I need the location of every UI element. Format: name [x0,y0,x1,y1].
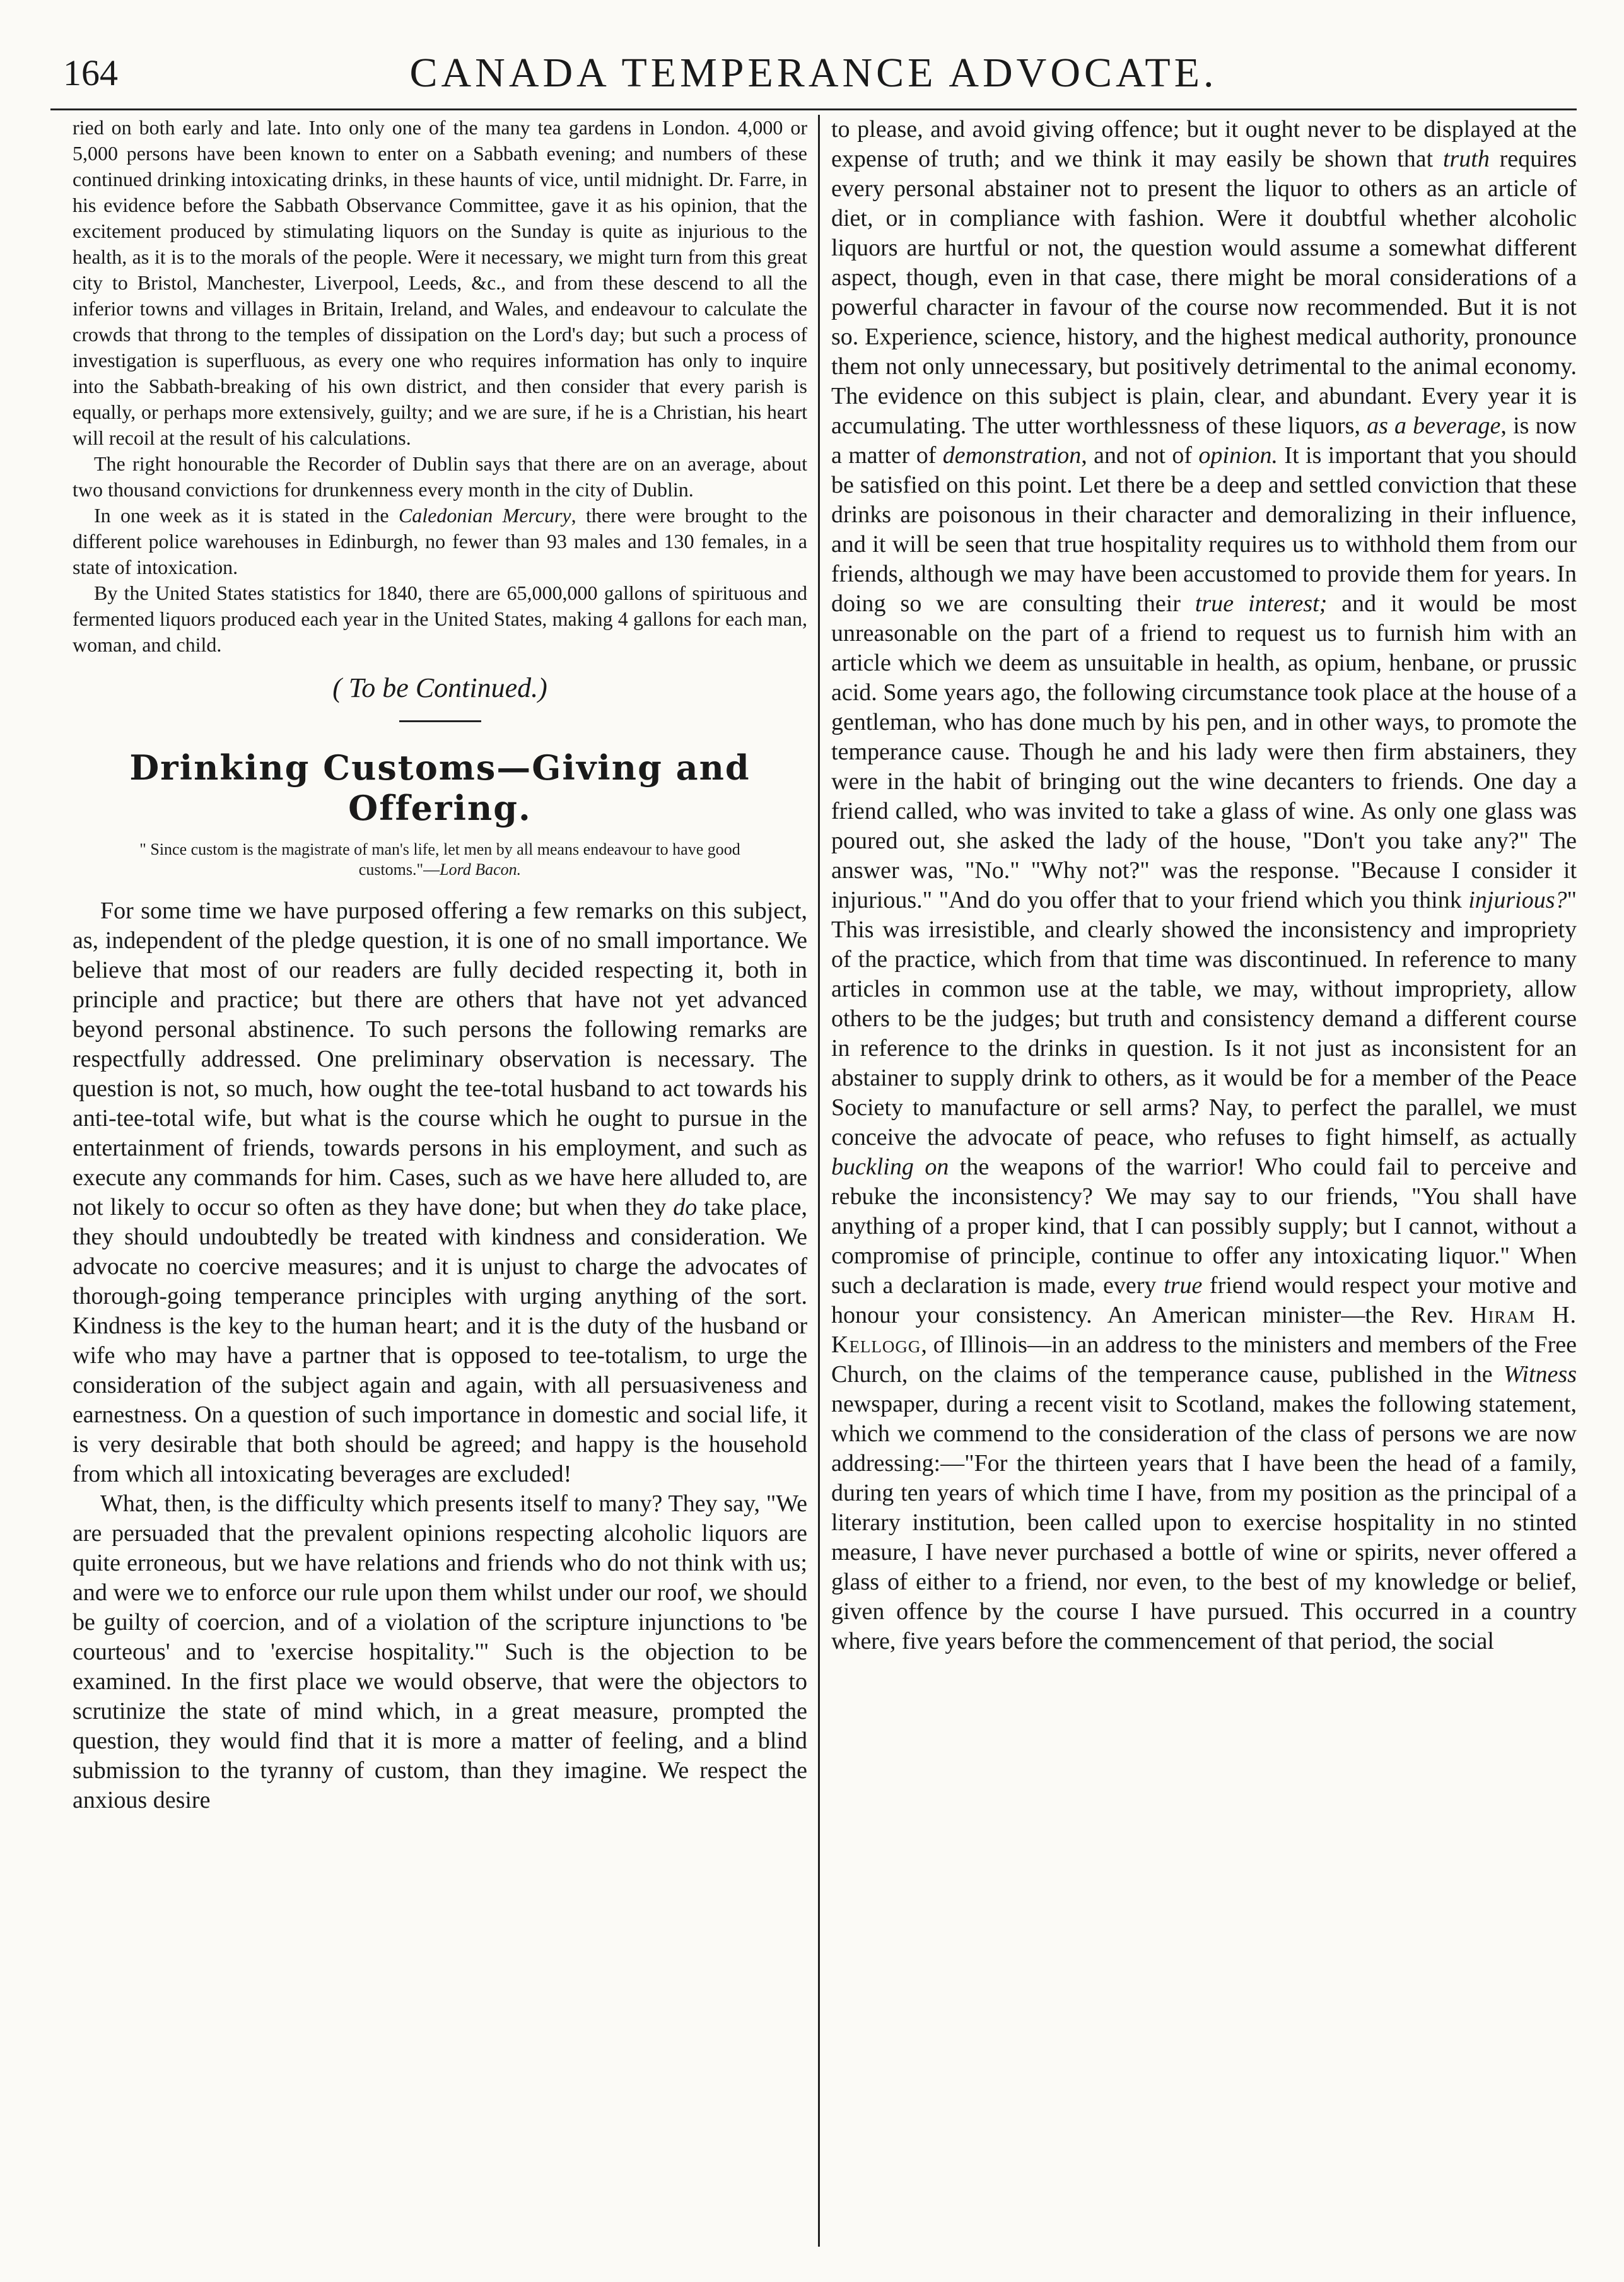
paragraph: For some time we have purposed offering a few remarks on this subject, as, independent of the pledge question, it is one of no small importance. We believe that most of our readers are fully decided respecting it, both in principle and practice; but there are others that have not yet advanced beyond personal abstinence. To such persons the following remarks are respectfully addressed. One preliminary observation is necessary. The question is not, so much, how ought the tee-total husband to act towards his anti-tee-total wife, but what is the course which he ought to pursue in the entertainment of friends, towards persons in his employment, and such as execute any commands for him. Cases, such as we have here alluded to, are not likely to occur so often as they have done; but when they do take place, they should undoubtedly be treated with kindness and consideration. We advocate no coercive measures; and it is unjust to charge the advocates of thorough-going temperance principles with urging anything of the sort. Kindness is the key to the human heart; and it is the duty of the husband or wife who may have a partner that is opposed to tee-totalism, to urge the consideration of the subject again and again, with all persuasiveness and earnestness. On a question of such importance in domestic and social life, it is very desirable that both should be agreed; and happy is the household from which all intoxicating beverages are excluded! [73,898,807,1487]
paragraph: By the United States statistics for 1840, there are 65,000,000 gallons of spirituous and fermented liquors produced each year in the United States, making 4 gallons for each man, woman, and child. [73,582,807,656]
paragraph: ried on both early and late. Into only one of the many tea gardens in London. 4,000 or 5,000 persons have been known to enter on a Sabbath evening; and numbers of these continued drinking intoxicating drinks, in these haunts of vice, until midnight. Dr. Farre, in his evidence before the Sabbath Observance Committee, gave it as his opinion, that the excitement produced by stimulating liquors on the Sunday is quite as injurious to the health, as it is to the morals of the people. Were it necessary, we might turn from this great city to Bristol, Manchester, Liverpool, Leeds, &c., and from these descend to all the inferior towns and villages in Britain, Ireland, and Wales, and endeavour to calculate the crowds that throng to the temples of dissipation on the Lord's day; but such a process of investigation is superfluous, as every one who requires information has only to inquire into the Sabbath-breaking of his own district, and then consider that every parish is equally, or perhaps more extensively, guilty; and we are sure, if he is a Christian, his heart will recoil at the result of his calculations. [73,116,807,449]
header-rule [50,108,1577,110]
column-rule [818,115,820,2247]
epigraph-attribution: Lord Bacon. [440,860,522,879]
running-head: CANADA TEMPERANCE ADVOCATE. [409,50,1218,96]
paragraph: In one week as it is stated in the Caledonian Mercury, there were brought to the different police warehouses in Edinburgh, no fewer than 93 males and 130 females, in a state of intoxication. [73,504,808,578]
section-rule [399,720,481,722]
page-header [50,38,1577,107]
paragraph: The right honourable the Recorder of Dublin says that there are on an average, about two thousand convictions for drunkenness every month in the city of Dublin. [73,452,807,501]
paragraph: to please, and avoid giving offence; but it ought never to be displayed at the expense of truth; and we think it may easily be shown that truth requires every personal abstainer not to present the liquor to others as an article of diet, or in compliance with fashion. Were it doubtful whether alcoholic liquors are hurtful or not, the question would assume a somewhat different aspect, though, even in that case, there might be moral considerations of a powerful character in favour of the course now recommended. But it is not so. Experience, science, history, and the highest medical authority, pronounce them not only unnecessary, but positively detrimental to the animal economy. The evidence on this subject is plain, clear, and abundant. Every year it is accumulating. The utter worthlessness of these liquors, as a beverage, is now a matter of demonstration, and not of opinion. It is important that you should be satisfied on this point. Let there be a deep and settled conviction that these drinks are poisonous in their character and demoralizing in their influence, and it will be seen that true hospitality requires us to withhold them from our friends, although we may have been accustomed to provide them for years. In doing so we are consulting their true interest; and it would be most unreasonable on the part of a friend to request us to furnish him with an article which we deem as unsuitable in health, as opium, henbane, or prussic acid. Some years ago, the following circumstance took place at the house of a gentleman, who has done much by his pen, and in other ways, to promote the temperance cause. Though he and his lady were then firm abstainers, they were in the habit of bringing out the wine decanters to friends. One day a friend called, who was invited to take a glass of wine. As only one glass was poured out, she asked the lady of the house, "Don't you take any?" The answer was, "No." "Why not?" was the response. "Because I consider it injurious." "And do you offer that to your friend which you think injurious?" This was irresistible, and clearly showed the inconsistency and impropriety of the practice, which from that time was discontinued. In reference to many articles in common use at the table, we may, without impropriety, allow others to be the judges; but truth and consistency demand a different course in reference to the drinks in question. Is it not just as inconsistent for an abstainer to supply drink to others, as it would be for a member of the Peace Society to manufacture or sell arms? Nay, to perfect the parallel, we must conceive the advocate of peace, who refuses to fight himself, as actually buckling on the weapons of the warrior! Who could fail to perceive and rebuke the inconsistency? We may say to our friends, "You shall have anything of a proper kind, that I can possibly supply; but I cannot, without a compromise of principle, continue to offer any intoxicating liquor." When such a declaration is made, every true friend would respect your motive and honour your consistency. An American minister—the Rev. Hiram H. Kellogg, of Illinois—in an address to the ministers and members of the Free Church, on the claims of the temperance cause, published in the Witness newspaper, during a recent visit to Scotland, makes the following statement, which we commend to the consideration of the class of persons we are now addressing:—"For the thirteen years that I have been the head of a family, during ten years of which time I have, from my position as the principal of a literary institution, been called upon to exercise hospitality in no stinted measure, I have never purchased a bottle of wine or spirits, never offered a glass of either to a friend, nor even, to the best of my knowledge or belief, given offence by the course I have pursued. This occurred in a country where, five years before the commencement of that period, the social [831,116,1577,1654]
right-column [831,115,1577,1656]
to-be-continued: ( To be Continued.) [332,672,547,703]
article-title: Drinking Customs—Giving and Offering. [129,747,751,828]
epigraph: " Since custom is the magistrate of man's life, let men by all means endeavour to have good customs."—Lord Bacon. [139,840,740,879]
left-column [73,115,807,1815]
page-number: 164 [63,52,118,93]
paragraph: What, then, is the difficulty which presents itself to many? They say, "We are persuaded that the prevalent opinions respecting alcoholic liquors are quite erroneous, but we have relations and friends who do not think with us; and were we to enforce our rule upon them whilst under our roof, we should be guilty of coercion, and of a violation of the scripture injunctions to 'be courteous' and to 'exercise hospitality.'" Such is the objection to be examined. In the first place we would observe, that were the objectors to scrutinize the state of mind which, in a great measure, prompted the question, they would find that it is more a matter of feeling, and a blind submission to the tyranny of custom, than they imagine. We respect the anxious desire [73,1490,807,1813]
